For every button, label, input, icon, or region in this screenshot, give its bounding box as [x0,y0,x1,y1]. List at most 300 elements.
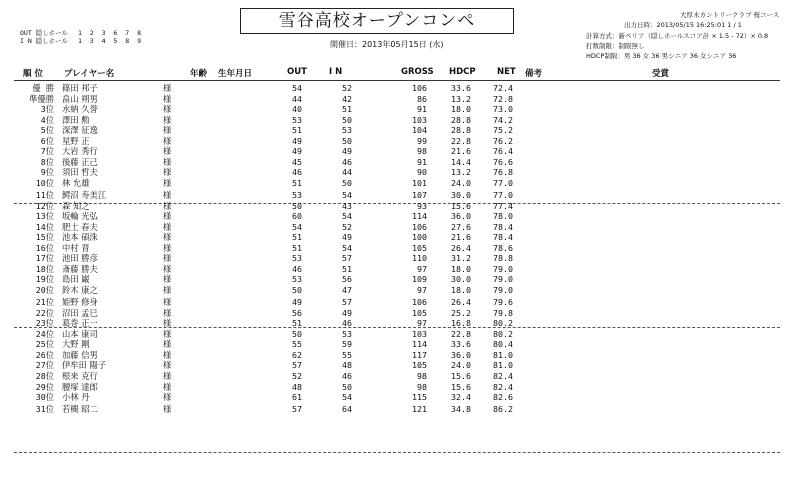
cell-out: 60 [292,211,302,222]
cell-hdcp: 33.6 [451,83,471,93]
cell-rank: 17位 [35,253,54,264]
cell-gross: 97 [417,318,427,329]
cell-gross: 114 [412,211,427,222]
cell-in: 49 [342,307,352,318]
group-divider-3 [14,452,780,453]
cell-net: 72.8 [493,93,513,104]
cell-hdcp: 22.8 [451,328,471,339]
cell-rank: 29位 [35,381,54,392]
cell-in: 54 [342,190,352,201]
cell-gross: 97 [417,263,427,274]
cell-out: 53 [292,190,302,201]
cell-net: 75.2 [493,125,513,136]
table-row [0,201,789,212]
table-row [0,318,789,329]
cell-gross: 91 [417,104,427,115]
cell-net: 76.6 [493,156,513,167]
cell-name: 池本 碩洙 [62,232,98,243]
cell-sama: 様 [163,404,172,415]
cell-gross: 90 [417,167,427,178]
cell-sama: 様 [163,392,172,403]
cell-gross: 93 [417,200,427,211]
header-divider [14,80,780,81]
cell-rank: 27位 [35,360,54,371]
table-row [0,136,789,147]
cell-hdcp: 27.6 [451,221,471,232]
cell-rank: 23位 [35,318,54,329]
cell-gross: 106 [412,83,427,93]
cell-name: 後藤 正己 [62,156,98,167]
cell-net: 81.0 [493,360,513,371]
cell-out: 45 [292,156,302,167]
cell-rank: 24位 [35,328,54,339]
cell-rank: 26位 [35,349,54,360]
cell-name: 水納 久誉 [62,104,98,115]
cell-hdcp: 36.0 [451,349,471,360]
cell-sama: 様 [163,221,172,232]
cell-gross: 103 [412,114,427,125]
cell-net: 86.2 [493,404,513,415]
table-row [0,285,789,296]
hdcp-limit: HDCP制限：男 36 女 36 男シニア 36 女シニア 36 [586,52,737,60]
table-row [0,83,789,94]
cell-name: 小林 丹 [62,392,90,403]
cell-out: 48 [292,381,302,392]
calc-method: 計算方式：新ペリア（隠しホールスコア計 × 1.5 - 72）× 0.8 [586,32,769,40]
cell-net: 81.0 [493,349,513,360]
cell-hdcp: 26.4 [451,297,471,308]
cell-sama: 様 [163,370,172,381]
cell-out: 62 [292,349,302,360]
cell-out: 53 [292,253,302,264]
cell-net: 80.2 [493,318,513,329]
cell-net: 73.0 [493,104,513,115]
cell-in: 46 [342,318,352,329]
cell-sama: 様 [163,190,172,201]
cell-hdcp: 32.4 [451,392,471,403]
cell-in: 49 [342,146,352,157]
header-age: 年齢 [190,69,208,79]
cell-name: 根来 克行 [62,370,98,381]
cell-out: 50 [292,328,302,339]
cell-net: 80.2 [493,328,513,339]
cell-net: 82.4 [493,370,513,381]
cell-in: 55 [342,349,352,360]
cell-hdcp: 15.6 [451,381,471,392]
header-note: 備考 [525,69,543,79]
cell-name: 大岩 秀行 [62,146,98,157]
header-hdcp: HDCP [449,67,476,77]
cell-sama: 様 [163,167,172,178]
cell-in: 49 [342,232,352,243]
cell-hdcp: 13.2 [451,93,471,104]
cell-in: 54 [342,211,352,222]
cell-sama: 様 [163,211,172,222]
hidden-holes-in-label: I N 隠しホール [20,37,69,45]
cell-in: 64 [342,404,352,415]
table-row [0,392,789,403]
cell-gross: 114 [412,339,427,350]
cell-hdcp: 21.6 [451,146,471,157]
cell-in: 53 [342,125,352,136]
event-date: 開催日：2013年05月15日 (水) [330,40,444,49]
cell-name: 鈴木 康之 [62,284,98,295]
cell-name: 澤田 勲 [62,114,90,125]
cell-out: 40 [292,104,302,115]
cell-sama: 様 [163,156,172,167]
cell-sama: 様 [163,339,172,350]
cell-in: 57 [342,297,352,308]
cell-net: 77.0 [493,177,513,188]
cell-out: 53 [292,114,302,125]
cell-name: 坂輪 光弘 [62,211,98,222]
cell-gross: 105 [412,360,427,371]
cell-in: 51 [342,263,352,274]
cell-rank: 12位 [35,200,54,211]
cell-hdcp: 28.8 [451,114,471,125]
cell-in: 47 [342,284,352,295]
club-name: 大厚木カントリークラブ 桜コース [680,11,780,19]
cell-name: 深澤 征逸 [62,125,98,136]
cell-hdcp: 26.4 [451,242,471,253]
cell-gross: 110 [412,253,427,264]
cell-rank: 18位 [35,263,54,274]
cell-sama: 様 [163,146,172,157]
cell-in: 50 [342,381,352,392]
cell-gross: 107 [412,190,427,201]
cell-rank: 4位 [40,114,54,125]
page-title: 雪谷高校オープンコンペ [240,8,514,34]
cell-in: 48 [342,360,352,371]
cell-rank: 19位 [35,274,54,285]
cell-rank: 7位 [40,146,54,157]
table-row [0,382,789,393]
cell-out: 51 [292,242,302,253]
header-birth: 生年月日 [218,69,253,79]
cell-hdcp: 25.2 [451,307,471,318]
cell-hdcp: 31.2 [451,253,471,264]
cell-gross: 98 [417,370,427,381]
table-row [0,167,789,178]
cell-in: 51 [342,104,352,115]
cell-in: 56 [342,274,352,285]
cell-net: 80.4 [493,339,513,350]
header-in: I N [329,67,343,77]
cell-gross: 86 [417,93,427,104]
table-row [0,371,789,382]
cell-in: 53 [342,328,352,339]
cell-net: 77.4 [493,200,513,211]
cell-in: 50 [342,114,352,125]
cell-name: 林 允雄 [62,177,90,188]
hidden-holes-out-label: OUT 隠しホール [20,29,69,37]
cell-sama: 様 [163,263,172,274]
header-award: 受賞 [652,69,670,79]
cell-rank: 22位 [35,307,54,318]
cell-name: 斎藤 勝夫 [62,263,98,274]
cell-gross: 105 [412,242,427,253]
table-row [0,253,789,264]
header-net: NET [497,67,516,77]
cell-out: 54 [292,221,302,232]
cell-out: 50 [292,284,302,295]
table-row [0,404,789,415]
cell-in: 57 [342,253,352,264]
cell-rank: 14位 [35,221,54,232]
cell-name: 伊牟田 陽子 [62,360,107,371]
cell-out: 55 [292,339,302,350]
cell-gross: 98 [417,146,427,157]
cell-sama: 様 [163,93,172,104]
cell-out: 49 [292,297,302,308]
cell-out: 51 [292,232,302,243]
cell-hdcp: 24.0 [451,360,471,371]
table-row [0,178,789,189]
cell-hdcp: 30.0 [451,190,471,201]
cell-sama: 様 [163,135,172,146]
cell-sama: 様 [163,114,172,125]
cell-gross: 104 [412,125,427,136]
cell-hdcp: 36.0 [451,211,471,222]
cell-net: 78.0 [493,211,513,222]
table-row [0,308,789,319]
cell-hdcp: 13.2 [451,167,471,178]
cell-out: 46 [292,167,302,178]
cell-name: 沼田 孟巳 [62,307,98,318]
cell-out: 61 [292,392,302,403]
cell-net: 78.4 [493,221,513,232]
cell-name: 森 知之 [62,200,90,211]
table-row [0,297,789,308]
cell-sama: 様 [163,104,172,115]
cell-out: 49 [292,135,302,146]
cell-gross: 115 [412,392,427,403]
hidden-holes-in [20,37,143,45]
cell-rank: 13位 [35,211,54,222]
cell-sama: 様 [163,83,172,93]
table-row [0,115,789,126]
cell-name: 篠田 邦子 [62,83,98,93]
cell-rank: 28位 [35,370,54,381]
cell-gross: 106 [412,297,427,308]
cell-name: 加藤 信男 [62,349,98,360]
cell-hdcp: 14.4 [451,156,471,167]
cell-in: 50 [342,135,352,146]
cell-out: 44 [292,93,302,104]
cell-net: 78.6 [493,242,513,253]
cell-gross: 103 [412,328,427,339]
cell-net: 78.4 [493,232,513,243]
cell-in: 50 [342,177,352,188]
hidden-holes-out-values: 1 2 3 6 7 8 [77,29,143,37]
table-row [0,211,789,222]
cell-rank: 11位 [35,190,54,201]
cell-hdcp: 18.0 [451,104,471,115]
header-out: OUT [287,67,307,77]
cell-name: 大野 剛 [62,339,90,350]
table-row [0,264,789,275]
cell-name: 山本 康司 [62,328,98,339]
cell-net: 82.6 [493,392,513,403]
cell-gross: 91 [417,156,427,167]
cell-net: 76.4 [493,146,513,157]
cell-rank: 21位 [35,297,54,308]
cell-sama: 様 [163,274,172,285]
cell-net: 78.8 [493,253,513,264]
cell-sama: 様 [163,200,172,211]
cell-name: 肥土 春夫 [62,221,98,232]
cell-out: 46 [292,263,302,274]
cell-out: 51 [292,125,302,136]
results-table [0,83,789,415]
cell-sama: 様 [163,242,172,253]
hit-limit: 打数制限：制限無し [586,42,645,50]
cell-in: 44 [342,167,352,178]
cell-net: 77.0 [493,190,513,201]
cell-rank: 25位 [35,339,54,350]
cell-net: 79.6 [493,297,513,308]
cell-name: 鰐沼 寿美江 [62,190,107,201]
cell-sama: 様 [163,297,172,308]
cell-hdcp: 21.6 [451,232,471,243]
table-row [0,222,789,233]
cell-sama: 様 [163,307,172,318]
cell-out: 50 [292,200,302,211]
cell-hdcp: 33.6 [451,339,471,350]
cell-rank: 30位 [35,392,54,403]
cell-gross: 98 [417,381,427,392]
table-row [0,104,789,115]
cell-rank: 3位 [40,104,54,115]
cell-hdcp: 15.6 [451,370,471,381]
cell-sama: 様 [163,381,172,392]
cell-rank: 10位 [35,177,54,188]
table-row [0,232,789,243]
cell-net: 82.4 [493,381,513,392]
cell-net: 76.8 [493,167,513,178]
header-player: プレイヤー名 [64,69,115,79]
cell-name: 須田 哲夫 [62,167,98,178]
cell-net: 72.4 [493,83,513,93]
cell-rank: 16位 [35,242,54,253]
cell-out: 49 [292,146,302,157]
cell-gross: 106 [412,221,427,232]
table-row [0,157,789,168]
cell-hdcp: 34.8 [451,404,471,415]
cell-hdcp: 24.0 [451,177,471,188]
cell-name: 葛巻 正一 [62,318,98,329]
cell-out: 56 [292,307,302,318]
cell-gross: 105 [412,307,427,318]
cell-gross: 100 [412,232,427,243]
cell-gross: 117 [412,349,427,360]
cell-gross: 121 [412,404,427,415]
cell-net: 74.2 [493,114,513,125]
hidden-holes-out [20,29,143,37]
cell-out: 51 [292,318,302,329]
cell-in: 42 [342,93,352,104]
cell-rank: 8位 [40,156,54,167]
cell-hdcp: 22.8 [451,135,471,146]
table-row [0,339,789,350]
cell-out: 57 [292,360,302,371]
cell-rank: 20位 [35,284,54,295]
cell-net: 79.0 [493,274,513,285]
cell-out: 52 [292,370,302,381]
cell-sama: 様 [163,360,172,371]
cell-hdcp: 18.0 [451,263,471,274]
table-row [0,243,789,254]
cell-out: 53 [292,274,302,285]
table-row [0,274,789,285]
table-row [0,146,789,157]
cell-hdcp: 15.6 [451,200,471,211]
cell-net: 79.8 [493,307,513,318]
cell-sama: 様 [163,232,172,243]
cell-net: 76.2 [493,135,513,146]
cell-rank: 15位 [35,232,54,243]
header-rank: 順 位 [23,69,43,79]
cell-in: 52 [342,221,352,232]
cell-net: 79.0 [493,263,513,274]
table-row [0,329,789,340]
cell-hdcp: 18.0 [451,284,471,295]
cell-in: 59 [342,339,352,350]
cell-name: 畠山 朔男 [62,93,98,104]
cell-in: 54 [342,392,352,403]
cell-name: 腰塚 達郎 [62,381,98,392]
table-row [0,190,789,201]
cell-sama: 様 [163,284,172,295]
cell-sama: 様 [163,318,172,329]
cell-in: 54 [342,242,352,253]
cell-rank: 9位 [40,167,54,178]
cell-sama: 様 [163,349,172,360]
cell-out: 57 [292,404,302,415]
cell-sama: 様 [163,125,172,136]
hidden-holes-in-values: 1 3 4 5 8 9 [77,37,143,45]
cell-hdcp: 16.8 [451,318,471,329]
cell-gross: 99 [417,135,427,146]
table-row [0,360,789,371]
cell-out: 51 [292,177,302,188]
cell-gross: 97 [417,284,427,295]
cell-gross: 109 [412,274,427,285]
cell-net: 79.0 [493,284,513,295]
table-row [0,350,789,361]
cell-rank: 準優勝 [29,93,54,104]
cell-in: 52 [342,83,352,93]
output-datetime: 出力日時：2013/05/15 16:25:01 1 / 1 [624,21,742,29]
cell-gross: 101 [412,177,427,188]
header-gross: GROSS [401,67,434,77]
cell-in: 46 [342,370,352,381]
cell-name: 姫野 修身 [62,297,98,308]
cell-rank: 31位 [35,404,54,415]
cell-name: 島田 巌 [62,274,90,285]
table-row [0,94,789,105]
cell-name: 中村 晋 [62,242,90,253]
table-row [0,125,789,136]
cell-rank: 優 勝 [32,83,54,93]
cell-hdcp: 28.8 [451,125,471,136]
cell-sama: 様 [163,177,172,188]
cell-sama: 様 [163,328,172,339]
cell-rank: 6位 [40,135,54,146]
cell-sama: 様 [163,253,172,264]
cell-hdcp: 30.0 [451,274,471,285]
cell-name: 池田 勝彦 [62,253,98,264]
